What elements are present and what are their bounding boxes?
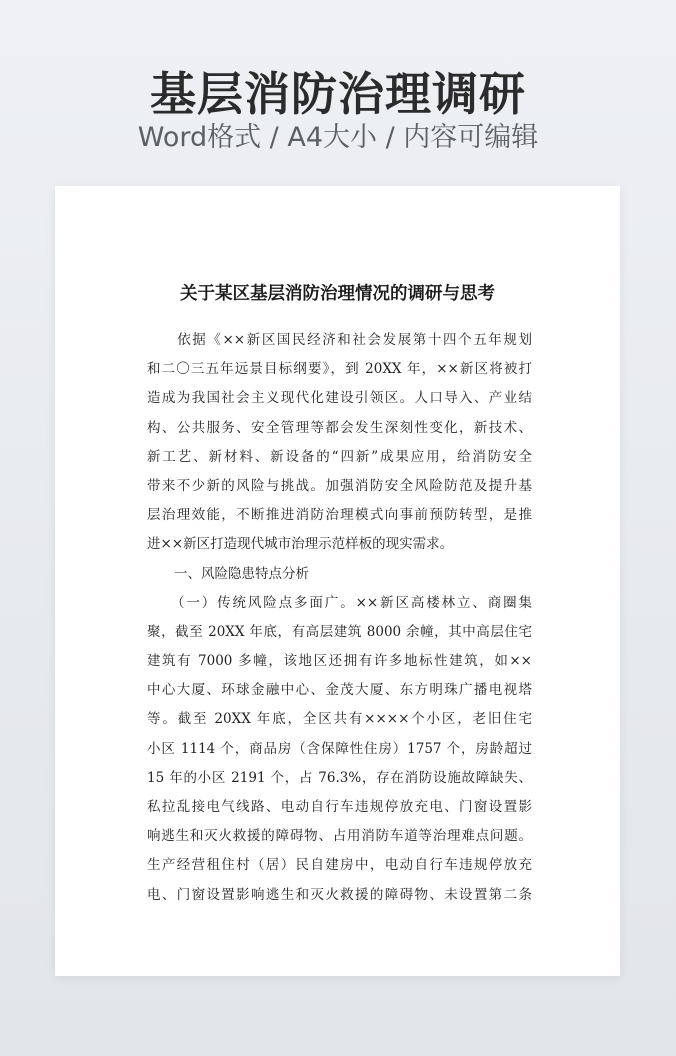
body-line: 和二〇三五年远景目标纲要》，到 20XX 年，××新区将被打 — [147, 361, 532, 378]
body-line: 等。截至 20XX 年底，全区共有××××个小区，老旧住宅 — [147, 711, 532, 728]
banner — [0, 0, 676, 170]
body-line: 中心大厦、环球金融中心、金茂大厦、东方明珠广播电视塔 — [147, 682, 532, 699]
body-line: 新工艺、新材料、新设备的“四新”成果应用，给消防安全 — [147, 448, 532, 465]
body-line: （一）传统风险点多面广。××新区高楼林立、商圈集 — [147, 594, 532, 611]
document-title: 关于某区基层消防治理情况的调研与思考 — [180, 284, 495, 304]
body-line: 15 年的小区 2191 个，占 76.3%，存在消防设施故障缺失、 — [147, 769, 532, 786]
banner-subtitle: Word格式 / A4大小 / 内容可编辑 — [137, 122, 539, 153]
section-heading: 一、风险隐患特点分析 — [147, 565, 309, 582]
body-line: 生产经营租住村（居）民自建房中，电动自行车违规停放充 — [147, 857, 532, 874]
banner-title: 基层消防治理调研 — [150, 67, 526, 121]
body-line: 私拉乱接电气线路、电动自行车违规停放充电、门窗设置影 — [147, 799, 532, 815]
document-page — [55, 186, 620, 976]
body-line: 带来不少新的风险与挑战。加强消防安全风险防范及提升基 — [147, 477, 532, 494]
body-line: 小区 1114 个，商品房（含保障性住房）1757 个，房龄超过 — [147, 740, 532, 757]
body-line: 层治理效能，不断推进消防治理模式向事前预防转型，是推 — [147, 507, 532, 524]
body-line: 建筑有 7000 多幢，该地区还拥有许多地标性建筑，如×× — [147, 653, 532, 670]
body-line: 构、公共服务、安全管理等都会发生深刻性变化，新技术、 — [147, 419, 532, 436]
body-line: 依据《××新区国民经济和社会发展第十四个五年规划 — [147, 332, 532, 348]
body-line: 聚，截至 20XX 年底，有高层建筑 8000 余幢，其中高层住宅 — [147, 623, 532, 640]
body-line: 电、门窗设置影响逃生和灭火救援的障碍物、未设置第二条 — [147, 886, 532, 903]
body-line: 进××新区打造现代城市治理示范样板的现实需求。 — [147, 536, 454, 553]
body-line: 造成为我国社会主义现代化建设引领区。人口导入、产业结 — [147, 390, 532, 407]
body-line: 响逃生和灭火救援的障碍物、占用消防车道等治理难点问题。 — [147, 828, 532, 845]
document-body — [147, 326, 532, 910]
